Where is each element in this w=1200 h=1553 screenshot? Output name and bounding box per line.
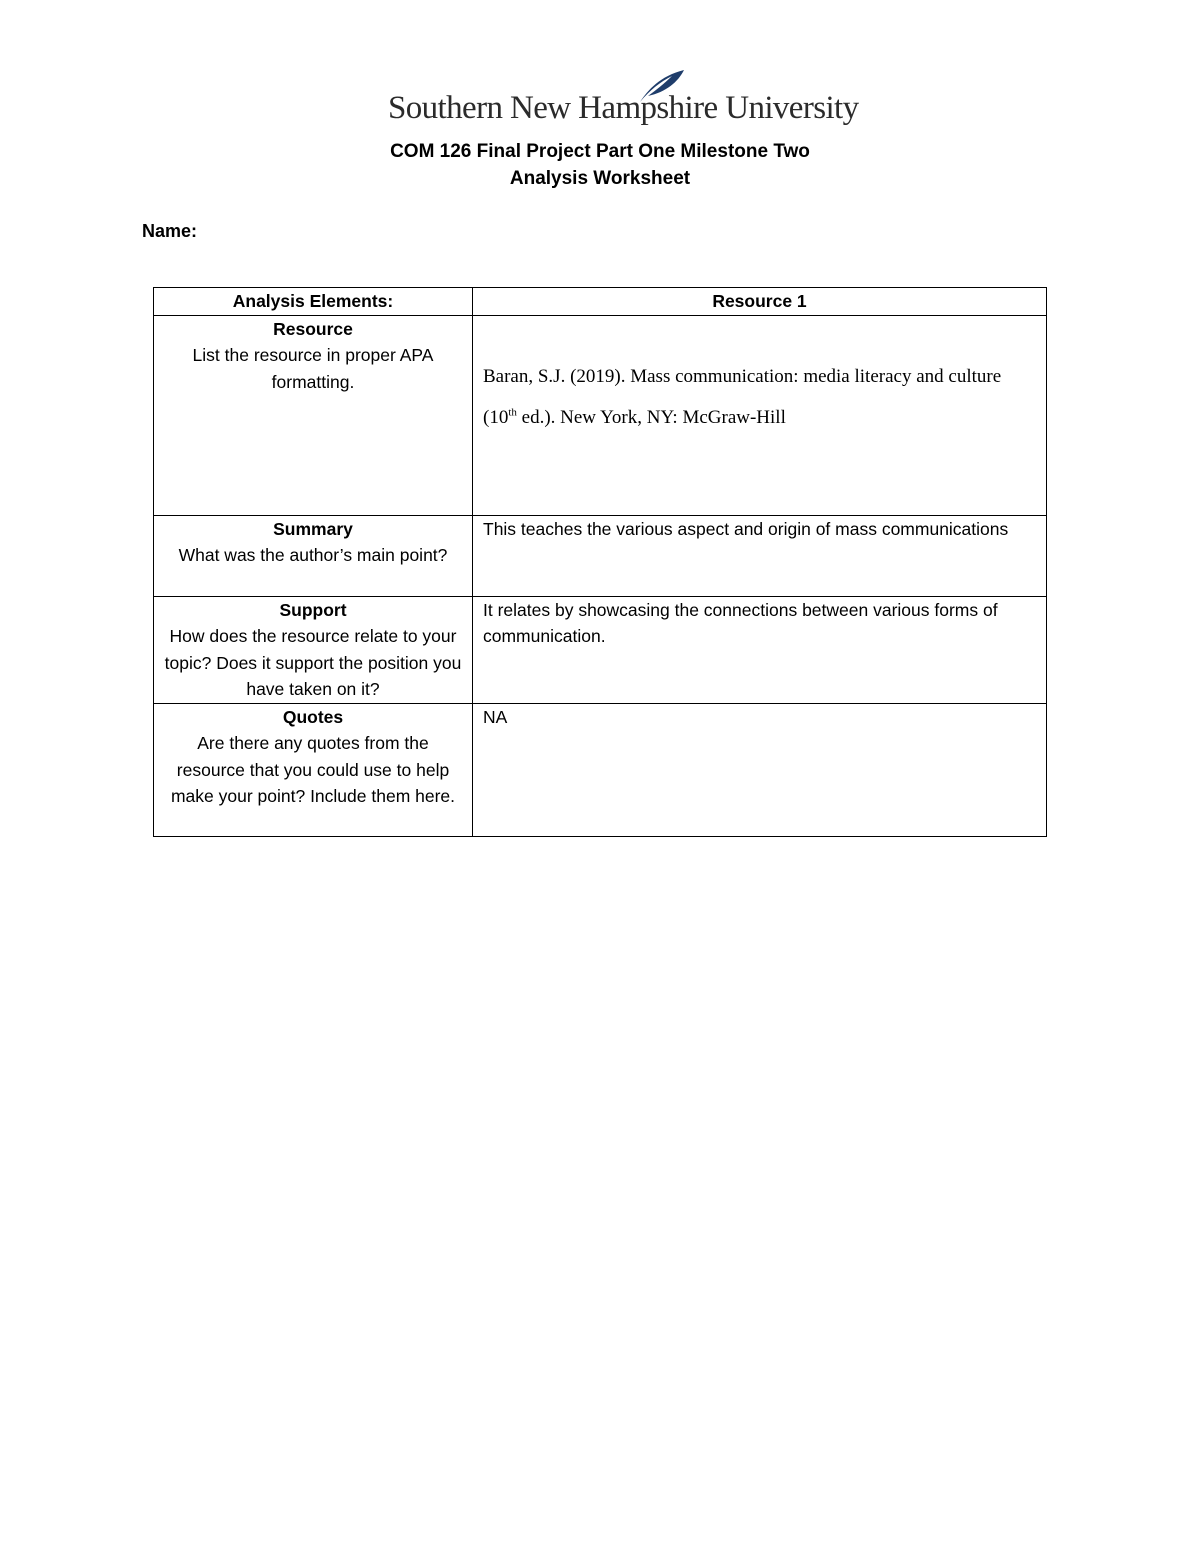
logo-text: Southern New Hampshire University [388,90,859,126]
summary-answer-cell[interactable]: This teaches the various aspect and origin of mass communications [473,515,1047,596]
citation-text-part1: Baran, S.J. (2019). Mass communication: media literacy and culture (10 [483,365,1002,428]
element-label: Summary [273,518,353,539]
header-resource-1: Resource 1 [473,288,1047,316]
analysis-table [153,287,1047,837]
table-row-support [154,596,1047,703]
table-row-summary [154,515,1047,596]
citation-superscript: th [508,406,517,419]
table-header-row [154,288,1047,316]
element-description: What was the author’s main point? [178,545,448,565]
element-label: Quotes [282,706,344,727]
support-answer-cell[interactable]: It relates by showcasing the connections between various forms of communication. [473,596,1047,703]
name-field-label: Name: [142,221,198,241]
document-title: COM 126 Final Project Part One Milestone Two [390,141,810,162]
document-title-block [0,138,1200,192]
resource-citation-cell[interactable] [473,315,1047,515]
element-cell-resource [154,315,473,515]
element-description: How does the resource relate to your topic? Does it support the position you have taken on it? [164,626,462,699]
table-row-quotes [154,703,1047,836]
leaf-icon [638,68,686,104]
document-subtitle: Analysis Worksheet [509,168,691,189]
element-label: Support [279,599,347,620]
element-cell-summary [154,515,473,596]
quotes-answer-cell[interactable]: NA [473,703,1047,836]
element-cell-quotes [154,703,473,836]
header-analysis-elements: Analysis Elements: [154,288,473,316]
element-description: Are there any quotes from the resource that you could use to help make your point? Include them here. [170,733,456,806]
element-label: Resource [273,318,353,339]
table-row-resource [154,315,1047,515]
citation-text-part2: ed.). New York, NY: McGraw-Hill [516,406,786,428]
element-cell-support [154,596,473,703]
university-logo [388,68,859,134]
element-description: List the resource in proper APA formatting. [192,345,434,392]
